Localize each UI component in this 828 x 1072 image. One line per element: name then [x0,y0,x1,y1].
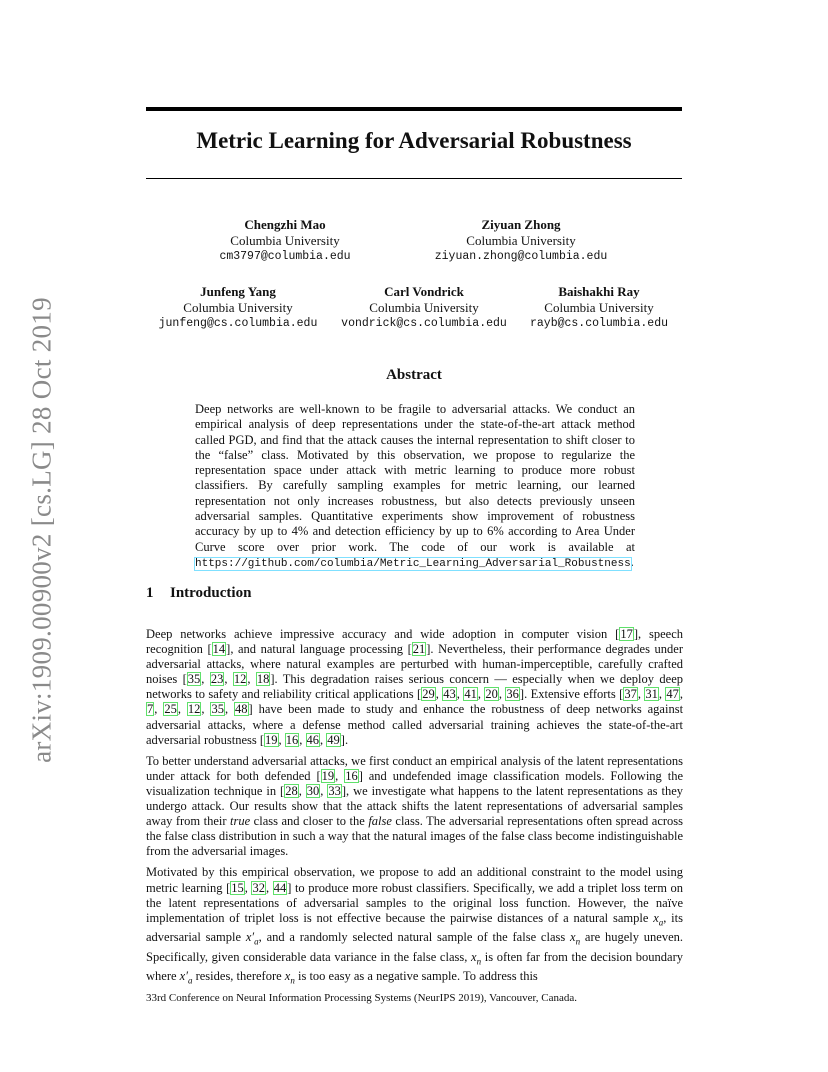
author-name: Carl Vondrick [384,284,464,299]
citation-link[interactable]: 49 [327,732,340,747]
citation-link[interactable]: 12 [233,672,247,687]
math-symbol: $x'_a$ [179,969,193,986]
citation-link[interactable]: 17 [620,627,633,641]
math-symbol: false [368,814,392,829]
paragraph: To better understand adversarial attacks, we first conduct an empirical analysis of the latent representations under attack for both defended [19, 16] and undefended image classification models. Following the visualization technique in [28, 30, 33], we investigate what happens to the latent representations as they undergo attack. Our results show that the attack shifts the latent representations of adversarial samples away from their true class and closer to the false class. The adversarial representations often spread across the false class distribution in such a way that the natural images of the false class become indistinguishable from the adversarial images. [146,753,684,859]
citation-link[interactable]: 33 [328,783,341,798]
citation-link[interactable]: 30 [306,783,320,798]
citation-link[interactable]: 7 [147,702,154,717]
citation-link[interactable]: 16 [345,768,358,783]
arxiv-identifier: arXiv:1909.00900v2 [cs.LG] 28 Oct 2019 [26,297,57,763]
author-email[interactable]: cm3797@columbia.edu [219,250,351,263]
citation-link[interactable]: 48 [235,702,248,717]
author-affiliation: Columbia University [544,300,654,315]
citation-link[interactable]: 46 [306,732,320,747]
introduction-body [146,627,683,995]
citation-link[interactable]: 19 [321,768,335,783]
author-block [341,284,507,332]
paper-title: Metric Learning for Adversarial Robustness [196,128,632,153]
author-email[interactable]: ziyuan.zhong@columbia.edu [434,250,608,263]
author-block [530,284,668,332]
citation-link[interactable]: 21 [412,642,426,657]
author-affiliation: Columbia University [369,300,479,315]
citation-link[interactable]: 36 [506,687,519,702]
author-name: Junfeng Yang [200,284,276,299]
citation-link[interactable]: 32 [252,880,265,895]
paragraph: Deep networks achieve impressive accuracy and wide adoption in computer vision [17], speech recognition [14], and natural language processing [21]. Nevertheless, their performance degrades under adversarial attacks, where natural examples are perturbed with human-imperceptible, carefully crafted noises [35, 23, 12, 18]. This degradation raises serious concern — especially when we deploy deep networks to safety and reliability critical applications [29, 43, 41, 20, 36]. Extensive efforts [37, 31, 47, 7, 25, 12, 35, 48] have been made to study and enhance the robustness of deep networks against adversarial attacks, where a defense method called adversarial training achieves the state-of-the-art adversarial robustness [19, 16, 46, 49]. [146,627,684,747]
abstract-heading: Abstract [386,367,442,383]
citation-link[interactable]: 20 [485,687,498,702]
section-number: 1 [146,585,154,601]
citation-link[interactable]: 12 [187,702,201,717]
citation-link[interactable]: 15 [231,880,244,895]
author-email[interactable]: vondrick@cs.columbia.edu [341,317,507,330]
citation-link[interactable]: 43 [443,687,456,702]
citation-link[interactable]: 18 [256,672,270,687]
author-affiliation: Columbia University [183,300,293,315]
section-title: Introduction [170,585,252,601]
conference-footer: 33rd Conference on Neural Information Processing Systems (NeurIPS 2019), Vancouver, Canada. [146,992,578,1004]
citation-link[interactable]: 35 [187,672,201,687]
author-block [435,217,608,265]
title-bottom-rule [146,178,682,179]
citation-link[interactable]: 23 [210,672,224,687]
math-symbol: $x_n$ [284,969,295,986]
math-symbol: $x_n$ [570,930,581,947]
citation-link[interactable]: 31 [645,687,658,702]
author-affiliation: Columbia University [466,233,576,248]
citation-link[interactable]: 44 [273,880,287,895]
author-name: Baishakhi Ray [558,284,640,299]
citation-link[interactable]: 28 [285,783,298,798]
abstract-body: Deep networks are well-known to be fragile to adversarial attacks. We conduct an empirical analysis of deep representations under the state-of-the-art attack method called PGD, and find that the attack causes the internal representation to shift closer to the “false” class. Motivated by this observation, we propose to regularize the representation space under attack with metric learning to produce more robust classifiers. By carefully sampling examples for metric learning, our learned representation not only increases robustness, but also detects previously unseen adversarial samples. Quantitative experiments show improvement of robustness accuracy by up to 4% and detection efficiency by up to 6% according to Area Under Curve score over prior work. The code of our work is available at [195,402,635,554]
citation-link[interactable]: 29 [422,687,435,702]
citation-link[interactable]: 37 [624,687,637,702]
section-heading [146,585,251,602]
citation-link[interactable]: 19 [265,732,278,747]
math-symbol: $x_a$ [653,910,664,928]
citation-link[interactable]: 41 [464,687,477,702]
citation-link[interactable]: 35 [211,702,224,717]
author-email[interactable]: junfeng@cs.columbia.edu [158,317,318,330]
math-symbol: true [230,814,251,829]
abstract-end: . [630,554,634,569]
code-link[interactable]: https://github.com/columbia/Metric_Learning_Adversarial_Robustness [195,557,631,570]
author-block [219,217,350,265]
title-top-rule [146,107,682,111]
author-block [159,284,318,332]
author-name: Ziyuan Zhong [481,217,561,232]
author-affiliation: Columbia University [230,233,340,248]
citation-link[interactable]: 14 [212,642,226,657]
author-name: Chengzhi Mao [244,217,326,232]
citation-link[interactable]: 47 [666,687,679,702]
math-symbol: $x_n$ [471,949,482,967]
abstract-text [195,402,635,572]
arxiv-side-stamp [22,297,62,763]
citation-link[interactable]: 25 [164,702,177,717]
author-email[interactable]: rayb@cs.columbia.edu [529,317,669,330]
paragraph: Motivated by this empirical observation, we propose to add an additional constraint to the model using metric learning [15, 32, 44] to produce more robust classifiers. Specifically, we add a triplet loss term on the latent representations of adversarial samples to the original loss function. However, the naïve implementation of triplet loss is not effective because the pairwise distances of a natural sample $x_a$, its adversarial sample $x'_a$, and a randomly selected natural sample of the false class $x_n$ are hugely uneven. Specifically, given considerable data variance in the false class, $x_n$ is often far from the decision boundary where $x'_a$ resides, therefore $x_n$ is too easy as a negative sample. To address this [146,865,684,986]
citation-link[interactable]: 16 [285,732,299,747]
math-symbol: $x'_a$ [245,930,259,947]
